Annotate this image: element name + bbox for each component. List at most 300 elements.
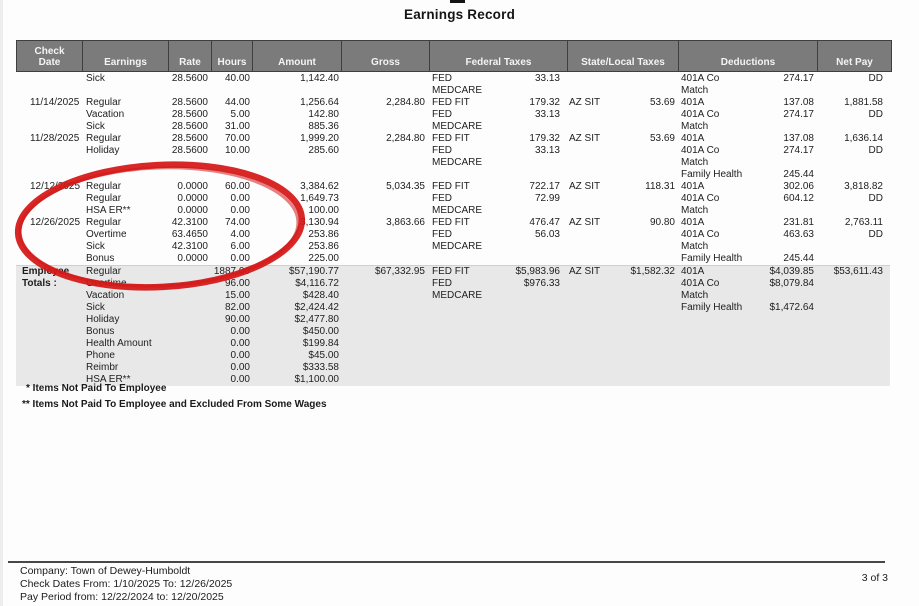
column-8	[678, 181, 817, 217]
column-2	[168, 266, 211, 386]
earning-rate: 0.0000	[177, 181, 208, 192]
earning-amount: 285.60	[308, 145, 339, 156]
earning-rate	[168, 278, 208, 290]
header-cell	[17, 41, 83, 71]
state-tax-value: 53.69	[649, 97, 675, 108]
header-cell	[253, 41, 342, 71]
deduction-value: $1,472.64	[769, 302, 814, 313]
net-pay-value: DD	[868, 73, 883, 84]
label-value-line	[681, 290, 814, 302]
column-2	[168, 133, 211, 181]
net-pay-value: DD	[868, 229, 883, 240]
deduction-label: 401A	[681, 217, 705, 228]
earning-hours: 70.00	[224, 133, 250, 144]
header-cell-label: Check	[34, 46, 65, 57]
column-1	[82, 217, 168, 265]
deduction-value: 245.44	[783, 253, 814, 264]
header-cell	[169, 41, 212, 71]
label-value-line	[432, 133, 560, 145]
deduction-value	[708, 121, 814, 133]
column-9	[817, 73, 890, 97]
earning-amount: $199.84	[302, 338, 339, 349]
header-cell-label: Earnings	[104, 57, 147, 68]
earning-rate	[168, 326, 208, 338]
deduction-value: 274.17	[783, 109, 814, 120]
net-pay-value: 2,763.11	[844, 217, 883, 228]
label-value-line	[432, 121, 560, 133]
earning-rate: 42.3100	[171, 217, 208, 228]
header-cell-label: State/Local Taxes	[581, 57, 665, 68]
net-pay-value: 1,881.58	[844, 97, 883, 108]
deduction-label: Family Health	[681, 253, 743, 264]
earning-hours: 0.00	[230, 374, 250, 385]
footer-check-dates: Check Dates From: 1/10/2025 To: 12/26/2025	[20, 578, 233, 590]
federal-tax-label: MEDCARE	[432, 85, 483, 96]
earning-name: Sick	[86, 241, 105, 252]
earning-hours: 60.00	[224, 181, 250, 192]
column-3	[211, 73, 252, 97]
label-value-line	[681, 157, 814, 169]
state-tax-value: 90.80	[649, 217, 675, 228]
state-tax-label: AZ SIT	[569, 266, 601, 277]
state-tax-label: AZ SIT	[569, 181, 601, 192]
federal-tax-value: $5,983.96	[515, 266, 560, 277]
federal-tax-value: 72.99	[534, 193, 560, 204]
column-7	[567, 133, 678, 181]
label-value-line	[432, 97, 560, 109]
earning-hours: 1887.00	[213, 266, 250, 277]
earning-rate: 42.3100	[171, 241, 208, 252]
earning-amount: 885.36	[308, 121, 339, 132]
column-0	[16, 133, 82, 181]
column-6	[429, 266, 567, 386]
label-value-line	[681, 241, 814, 253]
earning-hours: 0.00	[230, 205, 250, 216]
net-pay-value: DD	[868, 193, 883, 204]
deduction-label: 401A Co	[681, 278, 720, 289]
earning-rate: 63.4650	[171, 229, 208, 240]
column-6	[429, 181, 567, 217]
deduction-value: 463.63	[783, 229, 814, 240]
column-9	[817, 266, 890, 386]
check-date: 12/12/2025	[30, 181, 81, 192]
deduction-value	[708, 85, 814, 97]
federal-tax-value	[482, 241, 560, 253]
earning-amount: $45.00	[308, 350, 339, 361]
earning-name: Health Amount	[86, 338, 152, 349]
column-7	[567, 181, 678, 217]
label-value-line	[681, 85, 814, 97]
earning-amount: 3,130.94	[300, 217, 339, 228]
label-value-line	[681, 169, 814, 181]
earning-name: Regular	[86, 217, 122, 228]
net-pay-value: DD	[868, 109, 883, 120]
federal-tax-value: 33.13	[534, 73, 560, 84]
earning-rate	[168, 350, 208, 362]
column-4	[252, 133, 341, 181]
gross-value	[341, 73, 425, 85]
label-value-line	[681, 229, 814, 241]
earning-name: Sick	[86, 121, 105, 132]
column-6	[429, 133, 567, 181]
label-value-line	[569, 133, 675, 145]
label-value-line	[432, 145, 560, 157]
federal-tax-value	[482, 85, 560, 97]
deduction-label: Match	[681, 121, 709, 132]
deduction-value	[708, 205, 814, 217]
employee-totals-row	[16, 265, 890, 386]
earning-hours: 6.00	[230, 241, 250, 252]
header-cell-label: Rate	[179, 57, 201, 68]
net-pay-value: 3,818.82	[844, 181, 883, 192]
earning-hours: 5.00	[230, 109, 250, 120]
label-value-line	[681, 145, 814, 157]
earning-hours: 82.00	[224, 302, 250, 313]
earning-hours: 4.00	[230, 229, 250, 240]
column-0	[16, 73, 82, 97]
earning-rate: 0.0000	[177, 253, 208, 264]
label-value-line	[432, 205, 560, 217]
federal-tax-value: 179.32	[529, 133, 560, 144]
earning-hours: 96.00	[224, 278, 250, 289]
header-cell-label: Amount	[278, 57, 316, 68]
column-5	[341, 73, 429, 97]
column-4	[252, 97, 341, 133]
earning-amount: 1,649.73	[300, 193, 339, 204]
earning-name: Bonus	[86, 326, 115, 337]
earning-name: Overtime	[86, 229, 127, 240]
page-number: 3 of 3	[861, 572, 888, 584]
deduction-label: Family Health	[681, 302, 743, 313]
earning-hours: 0.00	[230, 362, 250, 373]
deduction-value: 302.06	[783, 181, 814, 192]
label-value-line	[432, 157, 560, 169]
label-value-line	[681, 302, 814, 314]
column-9	[817, 217, 890, 265]
federal-tax-label: FED	[432, 193, 452, 204]
label-value-line	[432, 278, 560, 290]
column-4	[252, 217, 341, 265]
column-0	[16, 181, 82, 217]
earning-name: Reimbr	[86, 362, 119, 373]
earning-amount: $57,190.77	[288, 266, 339, 277]
earning-rate: 28.5600	[171, 109, 208, 120]
earning-amount: $428.40	[302, 290, 339, 301]
page-title: Earnings Record	[403, 7, 516, 22]
federal-tax-label: FED FIT	[432, 266, 470, 277]
label-value-line	[432, 241, 560, 253]
deduction-label: Match	[681, 290, 709, 301]
federal-tax-value: 476.47	[529, 217, 560, 228]
header-cell-label: Deductions	[720, 57, 776, 68]
header-cell	[83, 41, 169, 71]
earning-name: Holiday	[86, 314, 120, 325]
column-8	[678, 217, 817, 265]
earning-hours: 0.00	[230, 350, 250, 361]
label-value-line	[432, 73, 560, 85]
gross-value: 2,284.80	[386, 133, 425, 144]
header-cell	[818, 41, 891, 71]
label-value-line	[681, 97, 814, 109]
header-cell-label: Gross	[371, 57, 400, 68]
earning-rate	[168, 266, 208, 278]
state-tax-label: AZ SIT	[569, 217, 601, 228]
earning-rate: 0.0000	[177, 193, 208, 204]
deduction-value: $8,079.84	[769, 278, 814, 289]
earning-amount: 100.00	[308, 205, 339, 216]
deduction-value: 274.17	[783, 73, 814, 84]
label-value-line	[432, 266, 560, 278]
federal-tax-value: 722.17	[529, 181, 560, 192]
earning-name: Vacation	[86, 109, 125, 120]
label-value-line	[681, 217, 814, 229]
label-value-line	[432, 217, 560, 229]
label-value-line	[569, 217, 675, 229]
column-3	[211, 97, 252, 133]
deduction-value: 604.12	[783, 193, 814, 204]
deduction-label: Match	[681, 85, 709, 96]
column-5	[341, 217, 429, 265]
federal-tax-value: 56.03	[534, 229, 560, 240]
earning-name: Regular	[86, 193, 122, 204]
check-row	[16, 217, 890, 265]
earning-rate: 0.0000	[177, 205, 208, 216]
federal-tax-label: MEDCARE	[432, 290, 483, 301]
deduction-label: 401A Co	[681, 109, 720, 120]
state-tax-label: AZ SIT	[569, 97, 601, 108]
deduction-label: 401A Co	[681, 229, 720, 240]
footnote-double-asterisk: ** Items Not Paid To Employee and Excluded From Some Wages	[22, 399, 327, 410]
column-9	[817, 97, 890, 133]
federal-tax-value: 33.13	[534, 109, 560, 120]
net-pay-value: DD	[868, 145, 883, 156]
deduction-label: 401A	[681, 97, 705, 108]
column-1	[82, 97, 168, 133]
deduction-label: 401A Co	[681, 193, 720, 204]
federal-tax-label: MEDCARE	[432, 121, 483, 132]
earning-amount: 142.80	[308, 109, 339, 120]
header-cell-label: Federal Taxes	[465, 57, 532, 68]
earning-name: Sick	[86, 73, 105, 84]
column-3	[211, 181, 252, 217]
federal-tax-label: MEDCARE	[432, 157, 483, 168]
label-value-line	[432, 85, 560, 97]
earning-hours: 0.00	[230, 338, 250, 349]
earning-hours: 0.00	[230, 253, 250, 264]
deduction-value	[708, 241, 814, 253]
earning-amount: 225.00	[308, 253, 339, 264]
column-2	[168, 73, 211, 97]
scan-edge-shadow	[0, 0, 3, 606]
column-8	[678, 266, 817, 386]
column-0	[16, 97, 82, 133]
federal-tax-label: FED FIT	[432, 217, 470, 228]
label-value-line	[569, 97, 675, 109]
column-2	[168, 181, 211, 217]
net-pay-value: $53,611.43	[833, 266, 883, 277]
deduction-value	[708, 290, 814, 302]
federal-tax-value	[482, 290, 560, 302]
header-cell-label: Date	[38, 57, 61, 68]
earnings-table-body	[16, 73, 890, 386]
gross-value: 5,034.35	[386, 181, 425, 192]
check-row	[16, 181, 890, 217]
state-tax-value: 53.69	[649, 133, 675, 144]
column-3	[211, 217, 252, 265]
label-value-line	[681, 193, 814, 205]
net-pay-value: 1,636.14	[844, 133, 883, 144]
column-8	[678, 133, 817, 181]
earning-amount: 1,999.20	[300, 133, 339, 144]
label-value-line	[681, 121, 814, 133]
federal-tax-value	[482, 205, 560, 217]
earning-name: Phone	[86, 350, 115, 361]
label-value-line	[432, 290, 560, 302]
header-cell-label: Hours	[217, 57, 247, 68]
footer-company: Company: Town of Dewey-Humboldt	[20, 565, 191, 577]
label-value-line	[569, 266, 675, 278]
federal-tax-value	[482, 157, 560, 169]
deduction-label: Family Health	[681, 169, 743, 180]
header-cell	[568, 41, 679, 71]
deduction-label: 401A Co	[681, 73, 720, 84]
earning-amount: 1,256.64	[300, 97, 339, 108]
footer-pay-period: Pay Period from: 12/22/2024 to: 12/20/2025	[20, 591, 224, 603]
earning-amount: $2,424.42	[294, 302, 339, 313]
header-cell-label: Net Pay	[836, 57, 873, 68]
earning-hours: 74.00	[224, 217, 250, 228]
label-value-line	[432, 109, 560, 121]
gross-value: 3,863.66	[386, 217, 425, 228]
earning-rate	[168, 302, 208, 314]
earning-rate: 28.5600	[171, 145, 208, 156]
column-5	[341, 133, 429, 181]
check-date: 11/14/2025	[30, 97, 80, 108]
deduction-value: 231.81	[783, 217, 814, 228]
earning-rate	[168, 338, 208, 350]
earning-amount: $333.58	[302, 362, 339, 373]
federal-tax-value: 33.13	[534, 145, 560, 156]
state-tax-value: $1,582.32	[630, 266, 675, 277]
check-date: 11/28/2025	[30, 133, 80, 144]
column-5	[341, 181, 429, 217]
earning-rate: 28.5600	[171, 133, 208, 144]
column-3	[211, 266, 252, 386]
deduction-value: 137.08	[783, 97, 814, 108]
column-1	[82, 133, 168, 181]
federal-tax-label: FED	[432, 109, 452, 120]
federal-tax-label: FED FIT	[432, 97, 470, 108]
header-cell	[212, 41, 253, 71]
check-row	[16, 133, 890, 181]
earning-name: HSA ER**	[86, 374, 131, 385]
footer-divider-line	[8, 561, 885, 563]
header-cell	[430, 41, 568, 71]
column-9	[817, 133, 890, 181]
label-value-line	[432, 193, 560, 205]
gross-value: 2,284.80	[386, 97, 425, 108]
earning-name: Regular	[86, 181, 122, 192]
earning-name: Regular	[86, 133, 122, 144]
federal-tax-label: FED	[432, 229, 452, 240]
totals-label: Totals :	[22, 278, 57, 289]
earning-rate: 28.5600	[171, 121, 208, 132]
earning-amount: 1,142.40	[300, 73, 339, 84]
check-row	[16, 97, 890, 133]
federal-tax-label: MEDCARE	[432, 241, 483, 252]
earning-amount: $450.00	[302, 326, 339, 337]
state-tax-label: AZ SIT	[569, 133, 601, 144]
label-value-line	[681, 278, 814, 290]
column-1	[82, 181, 168, 217]
federal-tax-value: 179.32	[529, 97, 560, 108]
totals-label: Employee	[22, 266, 70, 277]
check-date: 12/26/2025	[30, 217, 81, 228]
deduction-value: 137.08	[783, 133, 814, 144]
gross-value: $67,332.95	[374, 266, 425, 277]
earning-amount: 253.86	[308, 229, 339, 240]
earning-hours: 40.00	[224, 73, 250, 84]
column-9	[817, 181, 890, 217]
deduction-value: $4,039.85	[769, 266, 814, 277]
scan-artifact-mark	[450, 0, 465, 3]
label-value-line	[681, 266, 814, 278]
earning-name: Sick	[86, 302, 105, 313]
earning-amount: $2,477.80	[294, 314, 339, 325]
deduction-label: 401A	[681, 266, 705, 277]
earning-name: Bonus	[86, 253, 115, 264]
earning-amount: $1,100.00	[294, 374, 339, 385]
column-7	[567, 73, 678, 97]
deduction-value: 245.44	[783, 169, 814, 180]
column-4	[252, 181, 341, 217]
deduction-label: 401A	[681, 133, 705, 144]
federal-tax-label: FED	[432, 278, 452, 289]
column-5	[341, 266, 429, 386]
column-5	[341, 97, 429, 133]
check-row	[16, 73, 890, 97]
earning-name: Regular	[86, 97, 122, 108]
federal-tax-label: FED FIT	[432, 181, 470, 192]
earning-amount: 253.86	[308, 241, 339, 252]
label-value-line	[432, 181, 560, 193]
state-tax-value: 118.31	[645, 181, 675, 192]
label-value-line	[569, 181, 675, 193]
federal-tax-value	[482, 121, 560, 133]
label-value-line	[681, 205, 814, 217]
earning-hours: 90.00	[224, 314, 250, 325]
deduction-value: 274.17	[783, 145, 814, 156]
earning-rate	[168, 314, 208, 326]
deduction-label: 401A	[681, 181, 705, 192]
header-cell	[342, 41, 430, 71]
earning-name: Regular	[86, 266, 122, 277]
table-header-row	[16, 40, 892, 72]
column-7	[567, 266, 678, 386]
column-4	[252, 266, 341, 386]
earning-hours: 0.00	[230, 326, 250, 337]
deduction-label: Match	[681, 205, 709, 216]
earning-hours: 10.00	[224, 145, 250, 156]
deduction-label: Match	[681, 241, 709, 252]
column-4	[252, 73, 341, 97]
federal-tax-label: FED	[432, 73, 452, 84]
column-0	[16, 266, 82, 386]
federal-tax-label: FED FIT	[432, 133, 470, 144]
column-2	[168, 97, 211, 133]
earning-hours: 44.00	[224, 97, 250, 108]
earning-rate	[168, 374, 208, 386]
